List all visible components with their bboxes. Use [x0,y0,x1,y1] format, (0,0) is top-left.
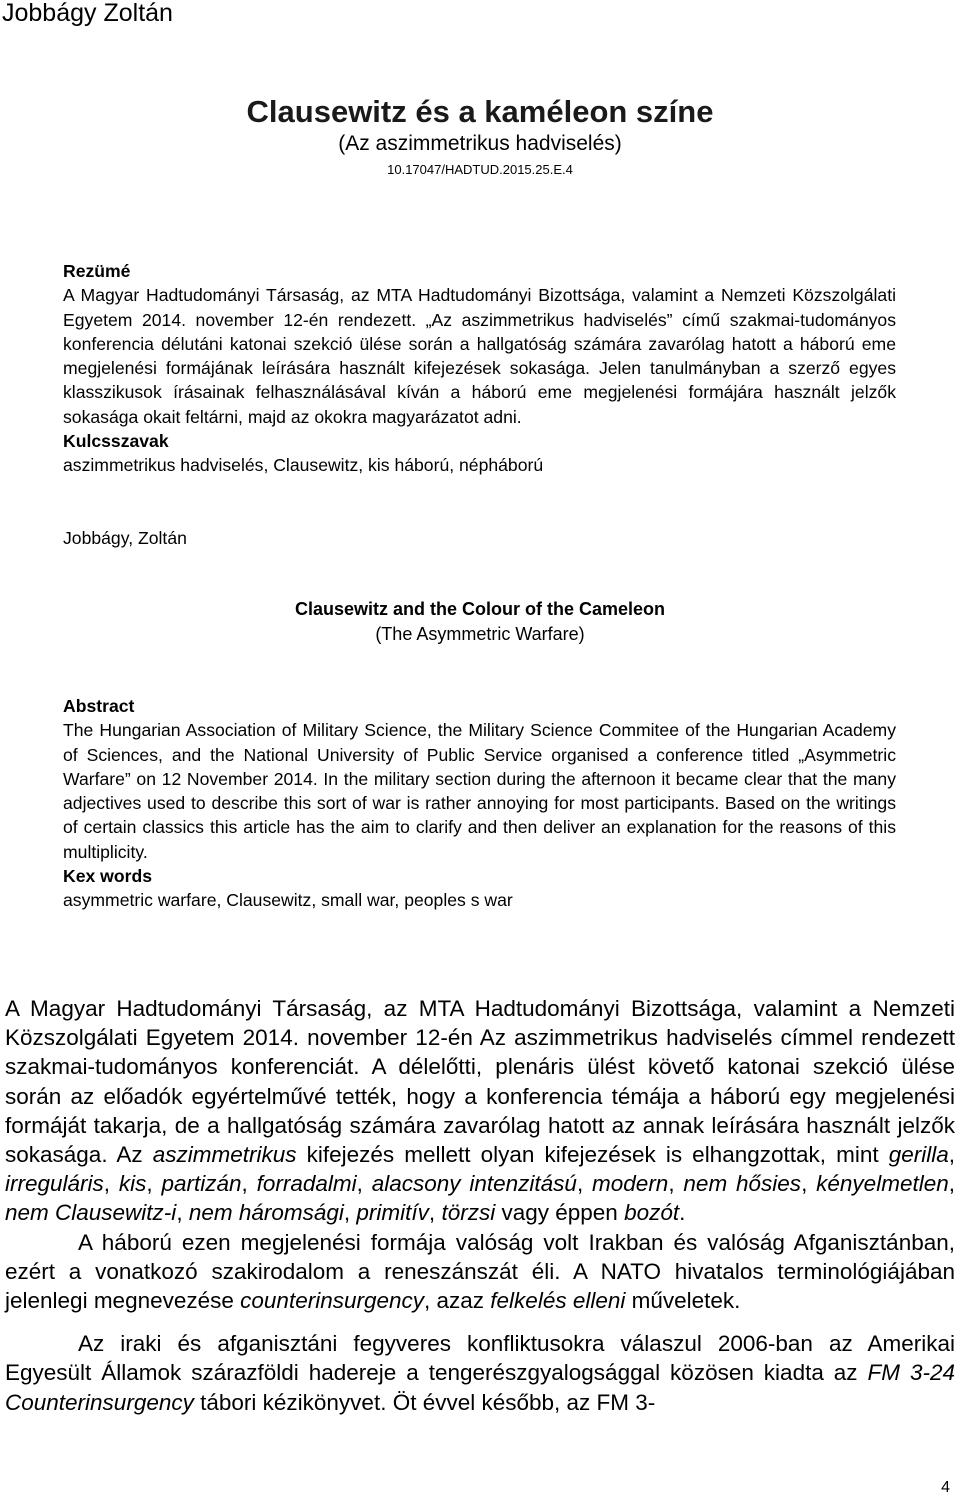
page-number: 4 [941,1479,950,1496]
abstract-text: The Hungarian Association of Military Science, the Military Science Commitee of the Hungarian Academy of Sciences, and the National University of Public Service organised a conference titled „Asymmetric Warfare” on 12 November 2014. In the military section during the afternoon it became clear that the many adjectives used to describe this sort of war is rather annoying for most participants. Based on the writings of certain classics this article has the aim to clarify and then deliver an explanation for the reasons of this multiplicity. [63,720,896,862]
paper-title: Clausewitz és a kaméleon színe [246,94,714,129]
keywords-text: aszimmetrikus hadviselés, Clausewitz, kis háború, népháború [63,455,544,476]
resume-section [63,259,896,478]
running-header-author: Jobbágy Zoltán [2,0,173,27]
body-paragraph-2: A háború ezen megjelenési formája valóság volt Irakban és valóság Afganisztánban, ezért a vonatkozó szakirodalom a reneszánszát éli. A NATO hivatalos terminológiájában jelenlegi megnevezése counterinsurgency, azaz felkelés elleni műveletek. [5,1229,955,1314]
english-subtitle: (The Asymmetric Warfare) [375,624,585,644]
body-text [5,994,955,1417]
resume-heading: Rezümé [63,261,131,281]
paper-subtitle: (Az aszimmetrikus hadviselés) [338,132,622,155]
english-author: Jobbágy, Zoltán [63,528,187,548]
key-words-heading: Kex words [63,866,152,887]
abstract-section [63,694,896,913]
body-paragraph-1: A Magyar Hadtudományi Társaság, az MTA Hadtudományi Bizottsága, valamint a Nemzeti Közszolgálati Egyetem 2014. november 12-én Az aszimmetrikus hadviselés címmel rendezett szakmai-tudományos konferenciát. A délelőtti, plenáris ülést követő katonai szekció ülése során az előadók egyértelművé tették, hogy a konferencia témája a háború egy megjelenési formáját takarja, de a hallgatóság számára zavarólag hatott az annak leírására használt jelzők sokasága. Az aszimmetrikus kifejezés mellett olyan kifejezések is elhangzottak, mint gerilla, irreguláris, kis, partizán, forradalmi, alacsony intenzitású, modern, nem hősies, kényelmetlen, nem Clausewitz-i, nem háromsági, primitív, törzsi vagy éppen bozót. [5,996,955,1226]
english-title: Clausewitz and the Colour of the Cameleon [294,599,666,619]
keywords-heading: Kulcsszavak [63,431,169,452]
doi: 10.17047/HADTUD.2015.25.E.4 [387,162,573,177]
body-paragraph-3: Az iraki és afganisztáni fegyveres konfliktusokra válaszul 2006-ban az Amerikai Egyesült Államok szárazföldi hadereje a tengerészgyalogsággal közösen kiadta az FM 3-24 Counterinsurgency tábori kézikönyvet. Öt évvel később, az FM 3- [5,1331,955,1415]
abstract-heading: Abstract [63,696,135,716]
resume-text: A Magyar Hadtudományi Társaság, az MTA Hadtudományi Bizottsága, valamint a Nemzeti Közszolgálati Egyetem 2014. november 12-én rendezett. „Az aszimmetrikus hadviselés” című szakmai-tudományos konferencia délutáni katonai szekció ülése során a hallgatóság számára zavarólag hatott a háború eme megjelenési formájának leírására használt kifejezések sokasága. Jelen tanulmányban a szerző egyes klasszikusok írásainak felhasználásával kíván a háború eme megjelenési formájára használt jelzők sokasága okait feltárni, majd az okokra magyarázatot adni. [63,285,896,427]
key-words-text: asymmetric warfare, Clausewitz, small war, peoples s war [63,890,513,911]
